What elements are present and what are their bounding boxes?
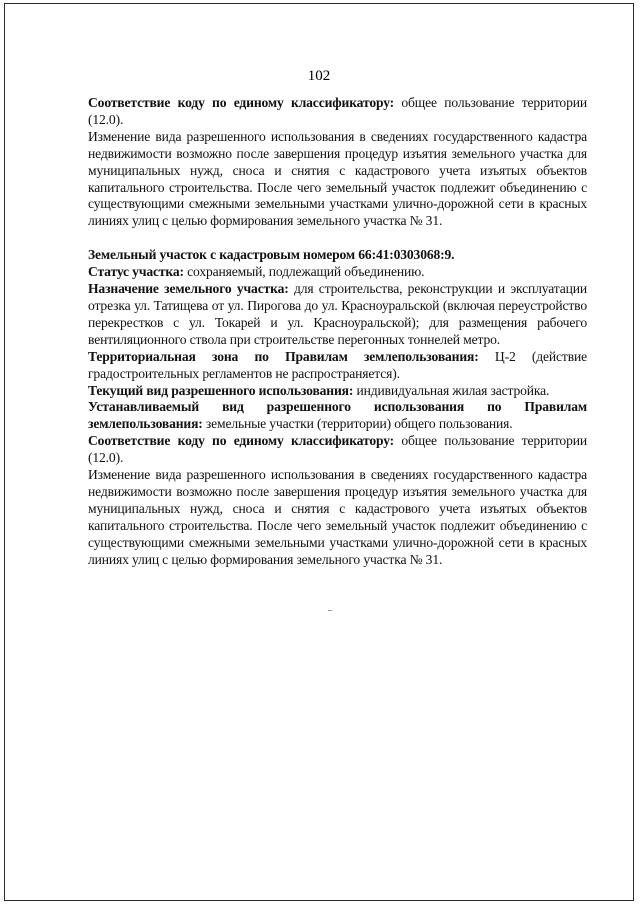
set-use-label: Устанавливаемый вид разрешенного использования по Правилам землепользования: bbox=[88, 399, 587, 432]
scan-mark bbox=[328, 610, 332, 611]
current-use-label: Текущий вид разрешенного использования: bbox=[88, 382, 354, 398]
set-use-paragraph bbox=[88, 399, 587, 433]
document-body bbox=[88, 95, 587, 568]
purpose-paragraph bbox=[88, 281, 587, 349]
purpose-value: для строительства, реконструкции и эксплуатации отрезка ул. Татищева от ул. Пирогова до ул. Красноуральской (включая переустройство перекрестков с ул. Токарей и ул. Красноуральской); для размещения рабочего вентиляционного ствола при строительстве перегонных тоннелей метро. bbox=[88, 281, 587, 347]
status-label: Статус участка: bbox=[88, 264, 184, 280]
purpose-label: Назначение земельного участка: bbox=[88, 281, 289, 297]
status-paragraph bbox=[88, 264, 587, 281]
note-paragraph-2: Изменение вида разрешенного использования в сведениях государственного кадастра недвижимости возможно после завершения процедур изъятия земельного участка для муниципальных нужд, сноса и снятия с кадастрового учета изъятых объектов капитального строительства. После чего земельный участок подлежит объединению с существующими смежными земельными участками улично-дорожной сети в красных линиях улиц с целью формирования земельного участка № 31. bbox=[88, 467, 587, 567]
classifier-code-label: Соответствие коду по единому классификатору: bbox=[88, 95, 395, 110]
classifier-code-value-2: общее пользование территории (12.0). bbox=[88, 433, 587, 466]
page-number: 102 bbox=[307, 68, 331, 84]
zone-label: Территориальная зона по Правилам землепользования: bbox=[88, 348, 479, 364]
zone-paragraph bbox=[88, 349, 587, 383]
note-paragraph: Изменение вида разрешенного использования в сведениях государственного кадастра недвижимости возможно после завершения процедур изъятия земельного участка для муниципальных нужд, сноса и снятия с кадастрового учета изъятых объектов капитального строительства. После чего земельный участок подлежит объединению с существующими смежными земельными участками улично-дорожной сети в красных линиях улиц с целью формирования земельного участка № 31. bbox=[88, 128, 587, 229]
paragraph-gap bbox=[88, 230, 587, 247]
classifier-code-paragraph-2 bbox=[88, 433, 587, 467]
zone-value: Ц-2 (действие градостроительных регламентов не распространяется). bbox=[88, 348, 587, 381]
set-use-value: земельные участки (территории) общего пользования. bbox=[202, 416, 513, 432]
section-heading: Земельный участок с кадастровым номером 66:41:0303068:9. bbox=[88, 247, 455, 263]
classifier-code-value: общее пользование территории (12.0). bbox=[88, 95, 587, 127]
classifier-code-label-2: Соответствие коду по единому классификатору: bbox=[88, 433, 395, 449]
current-use-paragraph bbox=[88, 383, 587, 400]
current-use-value: индивидуальная жилая застройка. bbox=[353, 382, 550, 398]
classifier-code-paragraph bbox=[88, 95, 587, 129]
status-value: сохраняемый, подлежащий объединению. bbox=[183, 264, 425, 280]
